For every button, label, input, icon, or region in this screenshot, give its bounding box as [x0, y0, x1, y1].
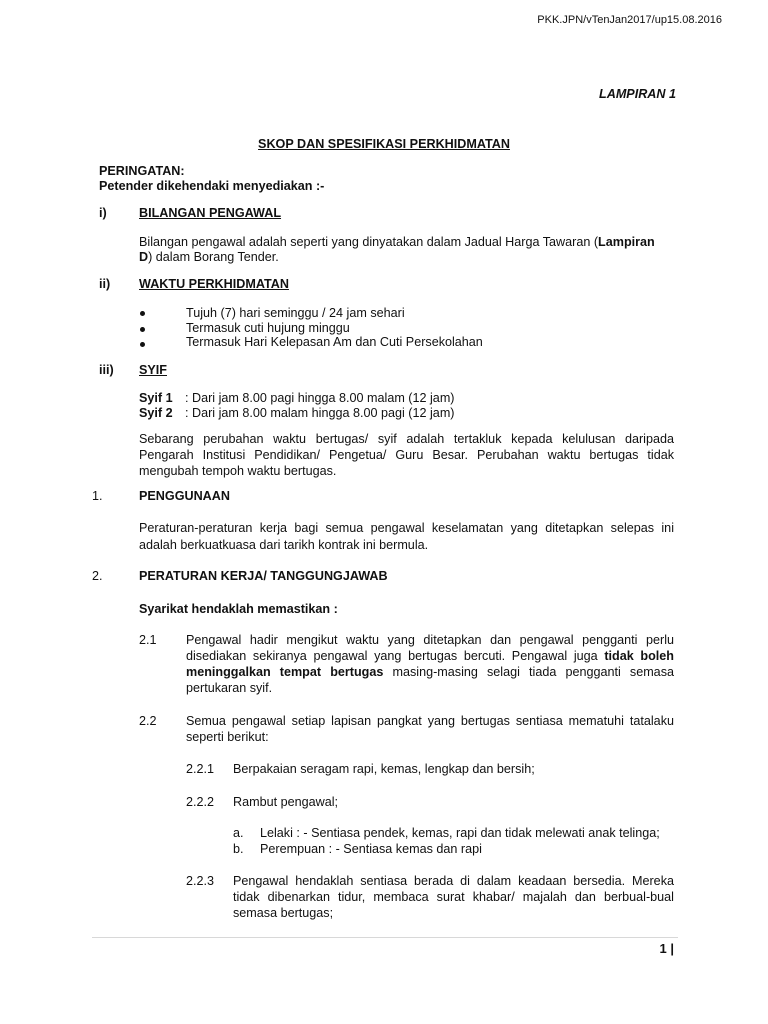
peringatan-subheading: Petender dikehendaki menyediakan :- [99, 179, 325, 193]
shift-text: : Dari jam 8.00 pagi hingga 8.00 malam (12 jam) [185, 391, 455, 405]
section-number: ii) [99, 277, 111, 291]
subitem-label: b. [233, 842, 244, 856]
paragraph-number: 2. [92, 569, 103, 583]
subitem-label: a. [233, 826, 244, 840]
bullet-icon [140, 311, 145, 316]
shift-label: Syif 2 [139, 406, 173, 420]
section-paragraph-line [139, 249, 279, 265]
section-heading: BILANGAN PENGAWAL [139, 206, 282, 220]
document-reference: PKK.JPN/vTenJan2017/up15.08.2016 [537, 14, 722, 26]
subitem-text: Perempuan : - Sentiasa kemas dan rapi [260, 842, 482, 856]
item-number: 2.2.2 [186, 795, 215, 809]
item-text: Semua pengawal setiap lapisan pangkat yang bertugas sentiasa mematuhi tatalaku seperti berikut: [186, 714, 674, 744]
section-paragraph: Sebarang perubahan waktu bertugas/ syif adalah tertakluk kepada kelulusan daripada Pengarah Institusi Pendidikan/ Pengetua/ Guru Besar. Perubahan waktu bertugas tidak mengubah tempoh waktu bertugas. [139, 432, 674, 478]
text-run-bold: D [139, 250, 149, 264]
section-heading: WAKTU PERKHIDMATAN [139, 277, 289, 291]
shift-label: Syif 1 [139, 391, 173, 405]
text-run: Bilangan pengawal adalah seperti yang dinyatakan dalam Jadual Harga Tawaran ( [139, 235, 599, 249]
text-run: Pengawal hadir mengikut waktu yang ditetapkan dan pengawal pengganti perlu disediakan sekiranya pengawal yang bertugas bercuti. Pengawal juga [186, 633, 674, 663]
subitem-text: Lelaki : - Sentiasa pendek, kemas, rapi dan tidak melewati anak telinga; [260, 826, 660, 840]
list-item: Tujuh (7) hari seminggu / 24 jam sehari [186, 306, 405, 320]
paragraph-text: Peraturan-peraturan kerja bagi semua pengawal keselamatan yang ditetapkan selepas ini adalah berkuatkuasa dari tarikh kontrak ini bermula. [139, 521, 674, 552]
bullet-icon [140, 327, 145, 332]
lampiran-label: LAMPIRAN 1 [599, 87, 676, 101]
peringatan-heading: PERINGATAN: [99, 164, 185, 178]
text-run: ) dalam Borang Tender. [148, 250, 279, 264]
item-text [186, 632, 674, 696]
list-item: Termasuk cuti hujung minggu [186, 321, 350, 335]
item-text: Rambut pengawal; [233, 795, 339, 809]
item-number: 2.2.1 [186, 762, 215, 776]
paragraph-number: 1. [92, 489, 103, 503]
item-text: Berpakaian seragam rapi, kemas, lengkap dan bersih; [233, 762, 535, 776]
item-text: Pengawal hendaklah sentiasa berada di dalam keadaan bersedia. Mereka tidak dibenarkan tidur, membaca surat khabar/ majalah dan berbual-bual semasa bertugas; [233, 874, 674, 920]
item-number: 2.2 [139, 714, 157, 728]
page-number: 1 | [659, 941, 674, 956]
page-title: SKOP DAN SPESIFIKASI PERKHIDMATAN [258, 137, 510, 151]
item-number: 2.1 [139, 633, 157, 647]
section-number: iii) [99, 363, 114, 377]
text-run-bold: tidak boleh meninggalkan tempat bertugas [186, 649, 674, 679]
paragraph-subheading: Syarikat hendaklah memastikan : [139, 602, 338, 616]
text-run: masing-masing selagi tiada pengganti semasa pertukaran syif. [186, 665, 674, 695]
paragraph-heading: PERATURAN KERJA/ TANGGUNGJAWAB [139, 569, 388, 583]
section-number: i) [99, 206, 107, 220]
footer-divider [92, 937, 678, 938]
text-run-bold: Lampiran [598, 235, 655, 249]
bullet-icon [140, 342, 145, 347]
section-paragraph-line [139, 234, 655, 250]
section-heading: SYIF [139, 363, 167, 377]
item-number: 2.2.3 [186, 874, 215, 888]
list-item: Termasuk Hari Kelepasan Am dan Cuti Persekolahan [186, 335, 483, 349]
paragraph-heading: PENGGUNAAN [139, 489, 230, 503]
shift-text: : Dari jam 8.00 malam hingga 8.00 pagi (12 jam) [185, 406, 455, 420]
